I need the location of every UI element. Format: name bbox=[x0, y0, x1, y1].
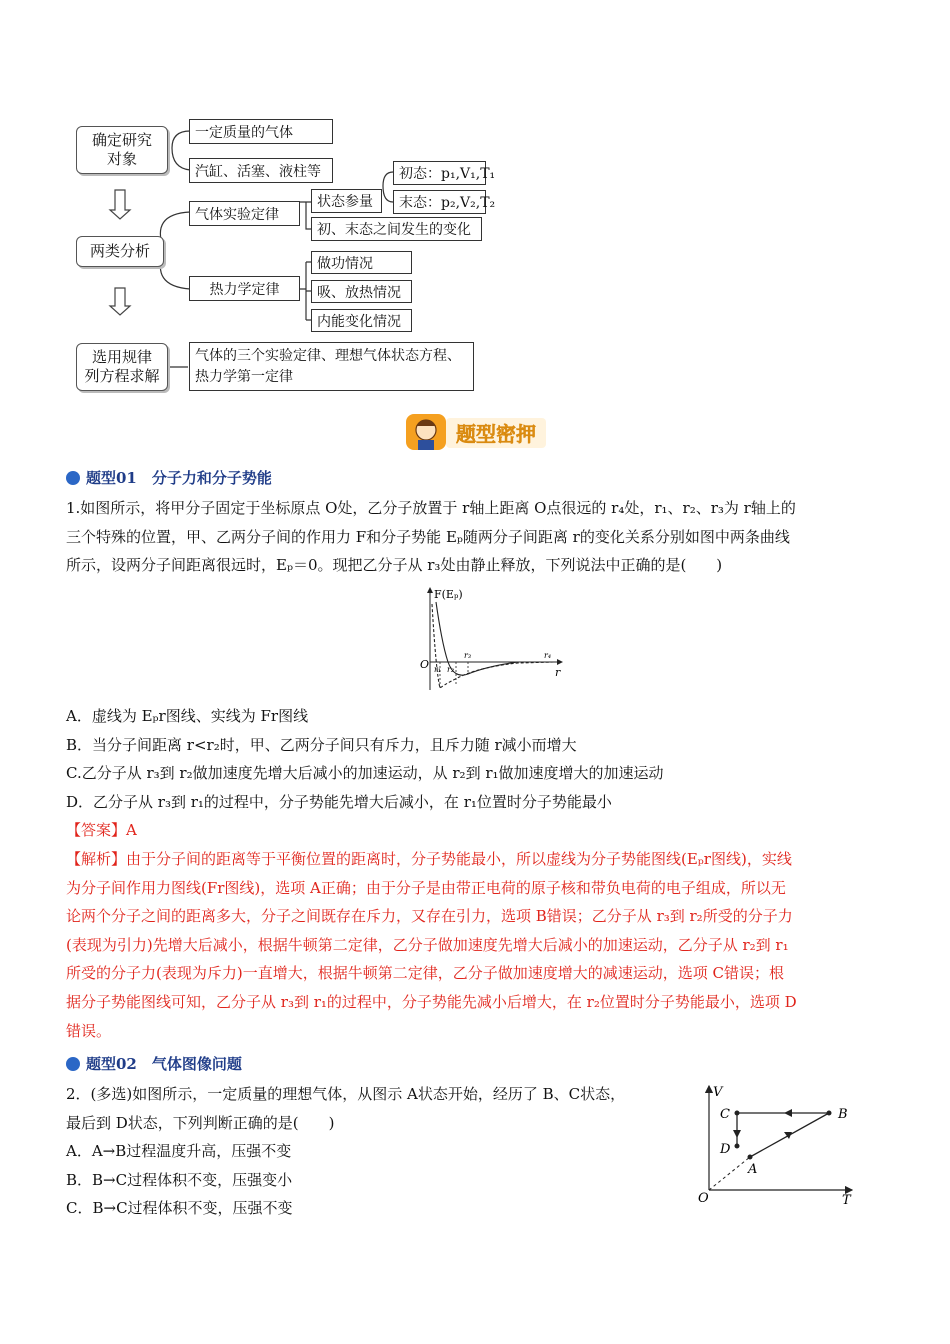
arrow-c-to-d bbox=[733, 1130, 741, 1138]
label-d: D bbox=[720, 1142, 731, 1157]
box-heat: 吸、放热情况 bbox=[311, 280, 412, 303]
section-title-text: 题型01 分子力和分子势能 bbox=[86, 469, 272, 487]
x-axis-label: r bbox=[555, 666, 561, 679]
answer: 【答案】A bbox=[66, 821, 137, 840]
label-a: A bbox=[748, 1162, 758, 1177]
label-c: C bbox=[720, 1107, 730, 1122]
stem-line: 2．(多选)如图所示，一定质量的理想气体，从图示 A状态开始，经历了 B、C状态， bbox=[66, 1085, 626, 1103]
box-internal-energy: 内能变化情况 bbox=[311, 309, 412, 332]
lead-box-choose-law bbox=[76, 343, 168, 391]
box-laws-line: 气体的三个实验定律、理想气体状态方程、 bbox=[195, 347, 461, 364]
arrow-b-to-c bbox=[784, 1109, 792, 1117]
origin-label: O bbox=[420, 658, 430, 671]
box-work: 做功情况 bbox=[311, 251, 412, 274]
origin-label: O bbox=[698, 1191, 709, 1206]
analysis-line: 【解析】由于分子间的距离等于平衡位置的距离时，分子势能最小，所以虚线为分子势能图线(Eₚr图线)，实线 bbox=[66, 850, 792, 868]
r1-label: r₁ bbox=[434, 665, 442, 674]
potential-curve bbox=[432, 604, 554, 688]
figure-vt-graph bbox=[692, 1080, 862, 1210]
question-1-stem bbox=[66, 494, 886, 580]
lead-box-line: 对象 bbox=[106, 150, 137, 168]
box-state-parameters: 状态参量 bbox=[311, 189, 382, 213]
section-title-1 bbox=[66, 467, 272, 488]
x-axis-label: T bbox=[842, 1193, 851, 1208]
analysis-line: (表现为引力)先增大后减小，根据牛顿第二定律，乙分子做加速度先增大后减小的加速运动，乙分子从 r₂到 r₁ bbox=[66, 935, 789, 954]
option-b: B．B→C过程体积不变，压强变小 bbox=[66, 1170, 293, 1189]
box-gas-experiment-law: 气体实验定律 bbox=[189, 201, 300, 226]
analysis-line: 所受的分子力(表现为斥力)一直增大，根据牛顿第二定律，乙分子做加速度增大的减速运动，选项 C错误；根 bbox=[66, 964, 784, 983]
label-b: B bbox=[838, 1107, 848, 1122]
stem-line: 最后到 D状态，下列判断正确的是( ) bbox=[66, 1113, 335, 1132]
analysis-line: 错误。 bbox=[66, 1021, 112, 1040]
stem-line: 所示，设两分子间距离很远时，Eₚ＝0。现把乙分子从 r₃处由静止释放，下列说法中正确的是( ) bbox=[66, 556, 723, 575]
box-cylinder-piston: 汽缸、活塞、液柱等 bbox=[189, 158, 333, 183]
option-c: C.乙分子从 r₃到 r₂做加速度先增大后减小的加速运动，从 r₂到 r₁做加速度增大的加速运动 bbox=[66, 764, 664, 783]
origin-to-a-dashed bbox=[709, 1157, 750, 1190]
lead-box-line: 列方程求解 bbox=[84, 367, 160, 385]
analysis-line: 论两个分子之间的距离多大，分子之间既存在斥力，又存在引力，选项 B错误；乙分子从 r₃到 r₂所受的分子力 bbox=[66, 907, 793, 926]
box-laws-line: 热力学第一定律 bbox=[195, 368, 293, 385]
point-c bbox=[735, 1111, 740, 1116]
point-a bbox=[748, 1155, 753, 1160]
lead-box-line: 两类分析 bbox=[89, 242, 150, 260]
question-2-stem bbox=[66, 1080, 686, 1223]
box-state-change: 初、末态之间发生的变化 bbox=[311, 217, 482, 241]
question-1-options bbox=[66, 702, 886, 845]
option-a: A．虚线为 Eₚr图线、实线为 Fr图线 bbox=[66, 707, 309, 725]
r3-label: r₃ bbox=[464, 651, 472, 660]
box-laws bbox=[189, 342, 474, 391]
section-title-2 bbox=[66, 1053, 242, 1074]
stem-line: 三个特殊的位置，甲、乙两分子间的作用力 F和分子势能 Eₚ随两分子间距离 r的变化关系分别如图中两条曲线 bbox=[66, 527, 790, 546]
option-d: D．乙分子从 r₃到 r₁的过程中，分子势能先增大后减小，在 r₁位置时分子势能最小 bbox=[66, 792, 612, 811]
figure-force-potential bbox=[418, 584, 568, 696]
banner-body-icon bbox=[418, 440, 434, 450]
lead-box-line: 选用规律 bbox=[91, 348, 152, 366]
lead-box-research-object bbox=[76, 126, 168, 174]
section-banner bbox=[404, 412, 548, 452]
y-axis-label: F(Eₚ) bbox=[434, 588, 463, 601]
box-initial-state: 初态：p₁,V₁,T₁ bbox=[393, 161, 486, 185]
r2-label: r₂ bbox=[447, 665, 455, 674]
box-final-state: 末态：p₂,V₂,T₂ bbox=[393, 190, 486, 214]
option-b: B．当分子间距离 r<r₂时，甲、乙两分子间只有斥力，且斥力随 r减小而增大 bbox=[66, 735, 577, 754]
y-axis-label: V bbox=[713, 1085, 723, 1100]
lead-box-line: 确定研究 bbox=[91, 131, 152, 149]
point-d bbox=[735, 1144, 740, 1149]
banner-title: 题型密押 bbox=[456, 422, 536, 446]
option-c: C．B→C过程体积不变，压强不变 bbox=[66, 1199, 293, 1218]
lead-box-two-analyses bbox=[76, 236, 164, 267]
point-b bbox=[827, 1111, 832, 1116]
banner-graphic bbox=[404, 412, 548, 452]
box-fixed-mass-gas: 一定质量的气体 bbox=[189, 119, 333, 144]
section-title-text: 题型02 气体图像问题 bbox=[86, 1055, 242, 1073]
analysis-line: 据分子势能图线可知，乙分子从 r₃到 r₁的过程中，分子势能先减小后增大，在 r₂位置时分子势能最小，选项 D bbox=[66, 992, 797, 1011]
stem-line: 1.如图所示，将甲分子固定于坐标原点 O处，乙分子放置于 r轴上距离 O点很远的 r₄处，r₁、r₂、r₃为 r轴上的 bbox=[66, 499, 796, 517]
analysis-line: 为分子间作用力图线(Fr图线)，选项 A正确；由于分子是由带正电荷的原子核和带负电荷的电子组成，所以无 bbox=[66, 878, 786, 897]
section-bullet-icon bbox=[66, 1057, 80, 1071]
section-bullet-icon bbox=[66, 471, 80, 485]
r4-label: r₄ bbox=[544, 651, 552, 660]
option-a: A．A→B过程温度升高，压强不变 bbox=[66, 1142, 292, 1161]
box-thermodynamic-law: 热力学定律 bbox=[189, 276, 300, 301]
question-1-analysis bbox=[66, 845, 886, 1045]
